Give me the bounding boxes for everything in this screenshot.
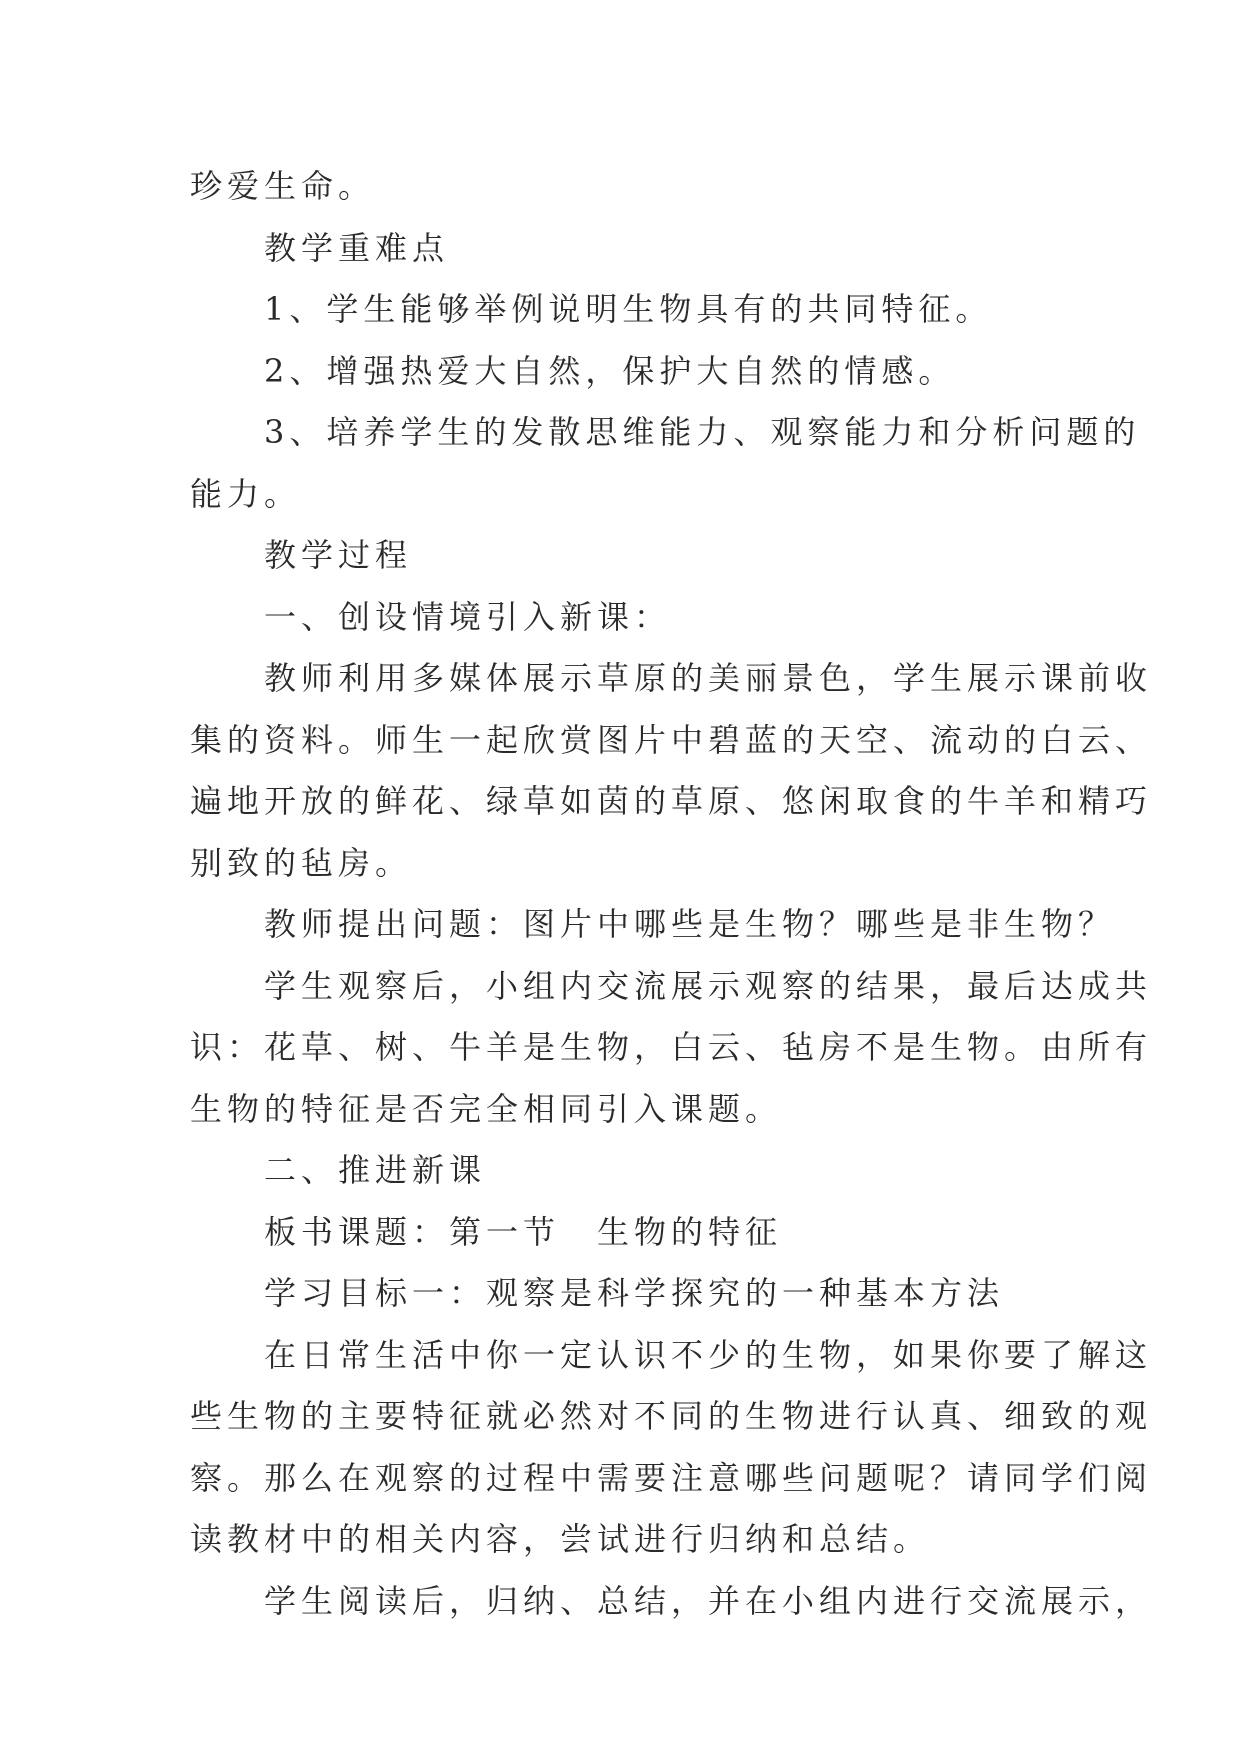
text-line: 教学过程 <box>190 536 413 574</box>
text-line: 教师利用多媒体展示草原的美丽景色，学生展示课前收 <box>190 659 1153 697</box>
text-line: 能力。 <box>190 474 302 513</box>
text-line: 学习目标一：观察是科学探究的一种基本方法 <box>190 1274 1005 1312</box>
text-line: 学生阅读后，归纳、总结，并在小组内进行交流展示， <box>190 1581 1153 1620</box>
text-line: 识：花草、树、牛羊是生物，白云、毡房不是生物。由所有 <box>190 1028 1153 1066</box>
text-line: 集的资料。师生一起欣赏图片中碧蓝的天空、流动的白云、 <box>190 720 1153 759</box>
text-line: 2、增强热爱大自然，保护大自然的情感。 <box>190 351 956 390</box>
text-line: 1、学生能够举例说明生物具有的共同特征。 <box>190 290 993 328</box>
text-line: 读教材中的相关内容，尝试进行归纳和总结。 <box>190 1520 931 1558</box>
text-line: 3、培养学生的发散思维能力、观察能力和分析问题的 <box>190 413 1141 451</box>
text-line: 察。那么在观察的过程中需要注意哪些问题呢？请同学们阅 <box>190 1458 1153 1497</box>
text-line: 教学重难点 <box>190 228 450 267</box>
text-line: 板书课题：第一节 生物的特征 <box>190 1212 783 1251</box>
text-line: 些生物的主要特征就必然对不同的生物进行认真、细致的观 <box>190 1397 1153 1435</box>
text-line: 在日常生活中你一定认识不少的生物，如果你要了解这 <box>190 1335 1153 1374</box>
text-line: 二、推进新课 <box>190 1151 487 1189</box>
text-line: 教师提出问题：图片中哪些是生物？哪些是非生物？ <box>190 905 1116 943</box>
document-body <box>190 156 1153 1632</box>
text-line: 遍地开放的鲜花、绿草如茵的草原、悠闲取食的牛羊和精巧 <box>190 782 1153 820</box>
text-line: 珍爱生命。 <box>190 167 376 205</box>
text-line: 学生观察后，小组内交流展示观察的结果，最后达成共 <box>190 966 1153 1005</box>
text-line: 一、创设情境引入新课： <box>190 597 672 636</box>
text-line: 生物的特征是否完全相同引入课题。 <box>190 1089 783 1128</box>
text-line: 别致的毡房。 <box>190 843 413 882</box>
